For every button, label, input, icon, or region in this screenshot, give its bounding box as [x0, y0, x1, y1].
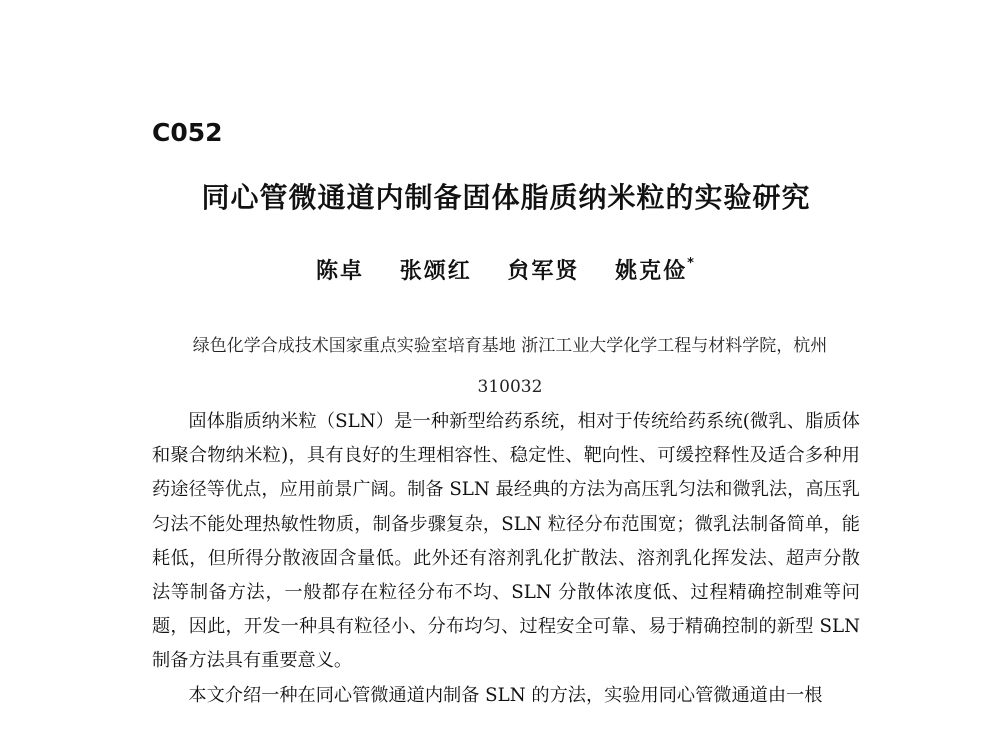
affiliation: 绿色化学合成技术国家重点实验室培育基地 浙江工业大学化学工程与材料学院，杭州 310032	[192, 336, 828, 397]
paper-title: 同心管微通道内制备固体脂质纳米粒的实验研究	[201, 181, 811, 214]
body-paragraph: 本文介绍一种在同心管微通道内制备 SLN 的方法，实验用同心管微通道由一根	[188, 684, 823, 706]
author-name: 姚克俭	[615, 259, 688, 284]
corresponding-author-mark: *	[687, 256, 696, 271]
paper-code: C052	[152, 118, 223, 147]
body-paragraph: 固体脂质纳米粒（SLN）是一种新型给药系统，相对于传统给药系统(微乳、脂质体和聚合物纳米粒)，具有良好的生理相容性、稳定性、靶向性、可缓控释性及适合多种用药途径等优点，应用前景广阔。制备 SLN 最经典的方法为高压乳匀法和微乳法，高压乳匀法不能处理热敏性物质，制备步骤复杂，SLN 粒径分布范围宽；微乳法制备简单，能耗低，但所得分散液固含量低。此外还有溶剂乳化扩散法、溶剂乳化挥发法、超声分散法等制备方法，一般都存在粒径分布不均、SLN 分散体浓度低、过程精确控制难等问题，因此，开发一种具有粒径小、分布均匀、过程安全可靠、易于精确控制的新型 SLN 制备方法具有重要意义。	[152, 411, 860, 672]
author-list	[0, 254, 1000, 285]
author-name: 贠军贤	[507, 259, 580, 284]
author-name: 陈卓	[316, 259, 365, 284]
author-name-corresponding	[615, 254, 696, 285]
author-name: 张颂红	[399, 259, 472, 284]
abstract-body	[152, 405, 860, 713]
